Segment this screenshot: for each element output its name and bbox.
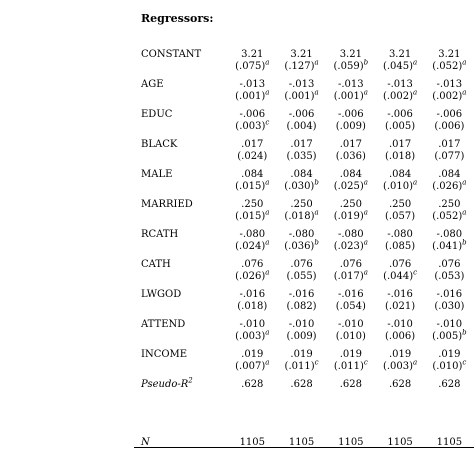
pseudo-r2-cell: .628	[339, 379, 362, 390]
coefficient-cell	[277, 79, 326, 109]
coefficient-value: 3.21	[241, 49, 264, 60]
standard-error-value: (.025)	[333, 180, 364, 192]
significance-marker: c	[462, 358, 467, 367]
coefficient-cell	[425, 79, 474, 109]
standard-error	[425, 121, 474, 133]
standard-error-value: (.030)	[284, 180, 315, 192]
standard-error-value: (.026)	[235, 270, 266, 282]
regressor-label: MALE	[141, 169, 173, 180]
coefficient-cell	[326, 289, 375, 319]
standard-error	[228, 58, 277, 73]
significance-marker: b	[363, 58, 369, 67]
significance-marker: a	[265, 208, 270, 217]
standard-error-value: (.003)	[235, 120, 266, 132]
standard-error	[277, 271, 326, 283]
standard-error	[425, 358, 474, 373]
coefficient-cell	[425, 109, 474, 139]
regressor-label: CONSTANT	[141, 49, 202, 60]
regression-table-body	[137, 49, 474, 467]
standard-error-value: (.045)	[382, 60, 414, 72]
standard-error-value: (.006)	[434, 120, 465, 132]
standard-error	[228, 358, 277, 373]
significance-marker: a	[413, 58, 418, 67]
standard-error	[277, 238, 326, 253]
n-cell: 1105	[338, 437, 364, 448]
coefficient-cell	[375, 259, 424, 289]
coefficient-cell	[425, 259, 474, 289]
standard-error-value: (.009)	[286, 330, 317, 342]
standard-error-value: (.015)	[235, 210, 266, 222]
coefficient-value: .250	[290, 199, 313, 210]
coefficient-value: .250	[339, 199, 362, 210]
standard-error	[228, 178, 277, 193]
coefficient-value: -.010	[288, 319, 315, 330]
coefficient-value: -.016	[239, 289, 266, 300]
standard-error-value: (.009)	[335, 120, 366, 132]
standard-error-value: (.021)	[385, 300, 416, 312]
coefficient-cell	[375, 169, 424, 199]
coefficient-value: -.010	[387, 319, 413, 330]
coefficient-value: 3.21	[339, 49, 362, 60]
pseudo-r2-cell: .628	[290, 379, 313, 390]
standard-error-value: (.082)	[286, 300, 317, 312]
significance-marker: a	[265, 268, 270, 277]
coefficient-cell	[326, 199, 375, 229]
regression-table	[137, 49, 474, 467]
standard-error	[425, 58, 474, 73]
standard-error	[375, 88, 424, 103]
coefficient-value: -.080	[337, 229, 364, 240]
standard-error-value: (.015)	[235, 180, 266, 192]
significance-marker: b	[462, 328, 467, 337]
significance-marker: b	[314, 238, 319, 247]
standard-error	[277, 358, 326, 373]
coefficient-cell	[228, 169, 277, 199]
coefficient-cell	[326, 109, 375, 139]
standard-error	[326, 58, 375, 73]
coefficient-cell	[228, 139, 277, 169]
regressor-label: EDUC	[141, 109, 173, 120]
significance-marker: b	[314, 178, 319, 187]
standard-error-value: (.057)	[385, 210, 416, 222]
standard-error	[425, 178, 474, 193]
standard-error-value: (.041)	[432, 240, 463, 252]
regressor-label: AGE	[141, 79, 164, 90]
standard-error	[277, 151, 326, 163]
standard-error	[425, 328, 474, 343]
coefficient-value: .019	[241, 349, 264, 360]
coefficient-value: -.006	[387, 109, 413, 120]
standard-error	[375, 211, 424, 223]
coefficient-value: -.010	[239, 319, 266, 330]
regressor-row	[137, 199, 474, 229]
significance-marker: a	[314, 88, 319, 97]
coefficient-cell	[375, 229, 424, 259]
regressor-row	[137, 49, 474, 79]
coefficient-cell	[425, 229, 474, 259]
coefficient-value: 3.21	[290, 49, 313, 60]
coefficient-cell	[228, 109, 277, 139]
coefficient-cell	[228, 289, 277, 319]
coefficient-value: .076	[339, 259, 362, 270]
standard-error	[425, 238, 474, 253]
coefficient-cell	[326, 49, 375, 79]
coefficient-cell	[326, 229, 375, 259]
coefficient-value: -.013	[239, 79, 266, 90]
coefficient-cell	[277, 349, 326, 379]
coefficient-cell	[277, 229, 326, 259]
significance-marker: a	[462, 178, 467, 187]
standard-error-value: (.002)	[432, 90, 463, 102]
n-cell: 1105	[436, 437, 463, 448]
standard-error	[228, 328, 277, 343]
regressor-label: MARRIED	[141, 199, 193, 210]
coefficient-value: .017	[339, 139, 362, 150]
regressor-row	[137, 289, 474, 319]
standard-error-value: (.075)	[235, 60, 266, 72]
standard-error-value: (.127)	[284, 60, 315, 72]
regressor-row	[137, 109, 474, 139]
standard-error	[425, 208, 474, 223]
coefficient-cell	[425, 199, 474, 229]
regressors-heading: Regressors:	[141, 12, 214, 25]
coefficient-value: -.016	[337, 289, 364, 300]
standard-error	[326, 178, 375, 193]
standard-error	[277, 301, 326, 313]
regressor-row	[137, 229, 474, 259]
coefficient-value: .076	[290, 259, 313, 270]
regressor-row	[137, 349, 474, 379]
pseudo-r2-cell: .628	[438, 379, 461, 390]
standard-error-value: (.010)	[432, 360, 463, 372]
coefficient-value: -.016	[288, 289, 315, 300]
coefficient-cell	[228, 319, 277, 349]
standard-error-value: (.044)	[383, 270, 414, 282]
coefficient-cell	[326, 319, 375, 349]
coefficient-cell	[277, 199, 326, 229]
coefficient-value: -.013	[436, 79, 463, 90]
standard-error	[277, 58, 326, 73]
coefficient-value: .076	[438, 259, 461, 270]
significance-marker: a	[314, 208, 319, 217]
coefficient-cell	[375, 349, 424, 379]
standard-error-value: (.036)	[335, 150, 366, 162]
coefficient-cell	[277, 259, 326, 289]
standard-error	[375, 331, 424, 343]
coefficient-value: .076	[388, 259, 412, 270]
coefficient-cell	[375, 139, 424, 169]
standard-error-value: (.010)	[335, 330, 366, 342]
coefficient-cell	[425, 49, 474, 79]
coefficient-value: .017	[438, 139, 461, 150]
coefficient-value: .019	[438, 349, 461, 360]
standard-error-value: (.003)	[382, 360, 414, 372]
n-cell: 1105	[387, 437, 413, 448]
significance-marker: a	[462, 58, 467, 67]
coefficient-value: -.006	[436, 109, 463, 120]
regressor-row	[137, 79, 474, 109]
standard-error	[277, 178, 326, 193]
standard-error-value: (.023)	[333, 240, 364, 252]
significance-marker: a	[413, 178, 418, 187]
standard-error	[375, 178, 424, 193]
significance-marker: a	[363, 88, 368, 97]
standard-error	[326, 268, 375, 283]
standard-error-value: (.005)	[432, 330, 463, 342]
significance-marker: a	[462, 88, 467, 97]
standard-error	[425, 151, 474, 163]
coefficient-cell	[228, 229, 277, 259]
significance-marker: c	[413, 268, 418, 277]
coefficient-value: .084	[241, 169, 264, 180]
regressor-row	[137, 259, 474, 289]
coefficient-value: -.080	[239, 229, 266, 240]
significance-marker: a	[363, 268, 368, 277]
coefficient-value: .019	[290, 349, 313, 360]
coefficient-cell	[277, 49, 326, 79]
coefficient-value: .019	[388, 349, 412, 360]
coefficient-value: -.080	[288, 229, 315, 240]
coefficient-cell	[277, 319, 326, 349]
standard-error	[425, 88, 474, 103]
pseudo-r2-label-exponent: 2	[188, 376, 193, 385]
coefficient-value: .250	[438, 199, 461, 210]
significance-marker: a	[265, 328, 270, 337]
regressor-label: RCATH	[141, 229, 179, 240]
significance-marker: a	[265, 178, 270, 187]
coefficient-value: .084	[438, 169, 461, 180]
pseudo-r2-label	[137, 376, 228, 437]
standard-error-value: (.006)	[385, 330, 416, 342]
coefficient-value: -.006	[288, 109, 315, 120]
regressor-label: CATH	[141, 259, 171, 270]
standard-error	[228, 301, 277, 313]
standard-error	[228, 238, 277, 253]
standard-error	[375, 241, 424, 253]
n-label: N	[141, 437, 150, 448]
standard-error-value: (.004)	[286, 120, 317, 132]
standard-error-value: (.011)	[284, 360, 315, 372]
standard-error	[425, 271, 474, 283]
coefficient-cell	[277, 139, 326, 169]
standard-error-value: (.018)	[237, 300, 268, 312]
standard-error	[326, 238, 375, 253]
coefficient-value: 3.21	[388, 49, 412, 60]
coefficient-cell	[375, 109, 424, 139]
coefficient-cell	[375, 49, 424, 79]
standard-error-value: (.053)	[434, 270, 465, 282]
standard-error	[375, 301, 424, 313]
standard-error-value: (.030)	[434, 300, 465, 312]
standard-error-value: (.018)	[284, 210, 315, 222]
standard-error-value: (.036)	[284, 240, 315, 252]
standard-error-value: (.001)	[284, 90, 315, 102]
standard-error	[425, 301, 474, 313]
standard-error	[326, 208, 375, 223]
standard-error	[326, 331, 375, 343]
standard-error	[326, 301, 375, 313]
standard-error-value: (.005)	[385, 120, 416, 132]
regressor-label: BLACK	[141, 139, 178, 150]
standard-error	[277, 121, 326, 133]
coefficient-value: -.006	[239, 109, 266, 120]
coefficient-cell	[326, 169, 375, 199]
regressor-label: LWGOD	[141, 289, 182, 300]
standard-error	[277, 88, 326, 103]
coefficient-cell	[326, 139, 375, 169]
regressor-label: INCOME	[141, 349, 188, 360]
significance-marker: a	[363, 208, 368, 217]
standard-error-value: (.003)	[235, 330, 266, 342]
standard-error-value: (.024)	[237, 150, 268, 162]
standard-error	[326, 121, 375, 133]
significance-marker: a	[314, 58, 319, 67]
coefficient-value: -.013	[387, 79, 413, 90]
pseudo-r2-row	[137, 379, 474, 437]
significance-marker: c	[363, 358, 368, 367]
standard-error-value: (.024)	[235, 240, 266, 252]
coefficient-value: -.010	[436, 319, 463, 330]
coefficient-value: -.006	[337, 109, 364, 120]
coefficient-cell	[228, 349, 277, 379]
significance-marker: a	[413, 358, 418, 367]
significance-marker: a	[462, 208, 467, 217]
coefficient-value: .017	[241, 139, 264, 150]
coefficient-value: -.013	[288, 79, 315, 90]
coefficient-value: -.016	[436, 289, 463, 300]
standard-error	[228, 151, 277, 163]
standard-error-value: (.054)	[335, 300, 366, 312]
standard-error	[326, 88, 375, 103]
standard-error	[228, 208, 277, 223]
standard-error-value: (.055)	[286, 270, 317, 282]
standard-error-value: (.011)	[333, 360, 364, 372]
coefficient-value: 3.21	[438, 49, 461, 60]
standard-error-value: (.052)	[432, 210, 463, 222]
standard-error-value: (.019)	[333, 210, 364, 222]
standard-error	[277, 208, 326, 223]
standard-error-value: (.017)	[333, 270, 364, 282]
regressor-label: ATTEND	[141, 319, 186, 330]
significance-marker: a	[363, 238, 368, 247]
coefficient-value: .084	[290, 169, 313, 180]
standard-error-value: (.001)	[235, 90, 266, 102]
standard-error-value: (.002)	[382, 90, 414, 102]
standard-error-value: (.007)	[235, 360, 266, 372]
significance-marker: a	[265, 358, 270, 367]
coefficient-cell	[326, 79, 375, 109]
standard-error-value: (.077)	[434, 150, 465, 162]
standard-error-value: (.085)	[385, 240, 416, 252]
coefficient-value: -.010	[337, 319, 364, 330]
standard-error-value: (.018)	[385, 150, 416, 162]
standard-error	[375, 58, 424, 73]
coefficient-cell	[228, 259, 277, 289]
coefficient-cell	[375, 79, 424, 109]
coefficient-value: -.013	[337, 79, 364, 90]
significance-marker: a	[265, 58, 270, 67]
n-cell: 1105	[239, 437, 266, 448]
coefficient-cell	[228, 79, 277, 109]
pseudo-r2-cell: .628	[388, 379, 412, 390]
coefficient-value: .084	[388, 169, 412, 180]
pseudo-r2-cell: .628	[241, 379, 264, 390]
n-cell: 1105	[288, 437, 315, 448]
pseudo-r2-label-main: Pseudo-R	[141, 379, 189, 390]
standard-error	[326, 151, 375, 163]
significance-marker: a	[363, 178, 368, 187]
coefficient-cell	[375, 319, 424, 349]
standard-error-value: (.035)	[286, 150, 317, 162]
standard-error	[326, 358, 375, 373]
standard-error-value: (.059)	[333, 60, 364, 72]
coefficient-cell	[326, 349, 375, 379]
coefficient-value: -.080	[436, 229, 463, 240]
standard-error	[375, 358, 424, 373]
coefficient-cell	[277, 289, 326, 319]
regressor-row	[137, 319, 474, 349]
coefficient-cell	[375, 289, 424, 319]
coefficient-cell	[228, 49, 277, 79]
n-row	[137, 437, 474, 467]
bottom-rule	[134, 447, 474, 448]
coefficient-cell	[425, 289, 474, 319]
coefficient-cell	[277, 169, 326, 199]
standard-error	[375, 151, 424, 163]
coefficient-value: .084	[339, 169, 362, 180]
standard-error-value: (.010)	[382, 180, 414, 192]
significance-marker: c	[314, 358, 319, 367]
standard-error	[277, 331, 326, 343]
standard-error	[375, 121, 424, 133]
standard-error-value: (.052)	[432, 60, 463, 72]
significance-marker: a	[413, 88, 418, 97]
standard-error-value: (.026)	[432, 180, 463, 192]
coefficient-cell	[277, 109, 326, 139]
regressor-row	[137, 139, 474, 169]
coefficient-cell	[425, 349, 474, 379]
coefficient-value: .076	[241, 259, 264, 270]
coefficient-value: -.016	[387, 289, 413, 300]
coefficient-cell	[425, 169, 474, 199]
coefficient-cell	[425, 139, 474, 169]
coefficient-value: .017	[388, 139, 412, 150]
coefficient-value: .250	[388, 199, 412, 210]
standard-error	[228, 88, 277, 103]
coefficient-value: .017	[290, 139, 313, 150]
standard-error	[228, 268, 277, 283]
significance-marker: b	[462, 238, 467, 247]
coefficient-cell	[228, 199, 277, 229]
significance-marker: c	[265, 118, 270, 127]
standard-error-value: (.001)	[333, 90, 364, 102]
coefficient-cell	[375, 199, 424, 229]
coefficient-cell	[425, 319, 474, 349]
standard-error	[375, 268, 424, 283]
significance-marker: a	[265, 238, 270, 247]
significance-marker: a	[265, 88, 270, 97]
coefficient-value: .019	[339, 349, 362, 360]
coefficient-cell	[326, 259, 375, 289]
standard-error	[228, 118, 277, 133]
coefficient-value: .250	[241, 199, 264, 210]
coefficient-value: -.080	[387, 229, 413, 240]
regressor-row	[137, 169, 474, 199]
